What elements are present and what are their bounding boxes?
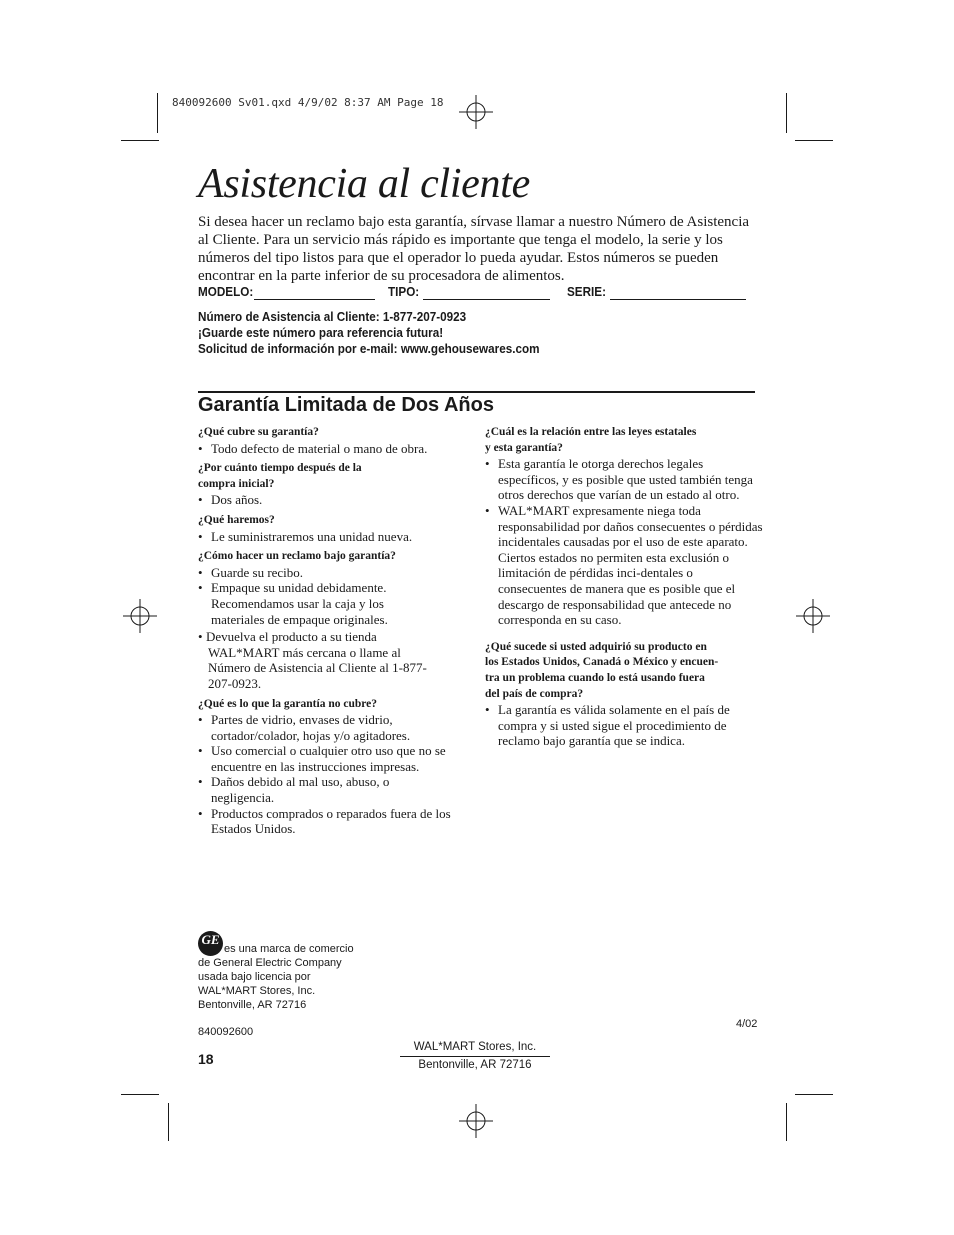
contact-info: [198, 309, 540, 357]
question: ¿Qué sucede si usted adquirió su producto en los Estados Unidos, Canadá o México y encuen- tra un problema cuando lo está usando fuera del país de compra?: [485, 640, 719, 700]
ge-logo-icon: GE: [198, 931, 223, 956]
crop-mark: [168, 1103, 169, 1141]
bullet-item: • Esta garantía le otorga derechos legales específicos, y es posible que usted también tenga otros derechos que varían de un estado al otro.: [485, 456, 757, 503]
bullet-item: • Daños debido al mal uso, abuso, o negligencia.: [198, 774, 426, 805]
registration-mark-icon: [123, 599, 157, 633]
question: ¿Qué es lo que la garantía no cubre?: [198, 697, 378, 710]
crop-mark: [786, 1103, 787, 1141]
crop-mark: [157, 93, 158, 133]
registration-mark-icon: [459, 1104, 493, 1138]
model-blank-line: [254, 299, 375, 300]
bullet-item: • Dos años.: [198, 492, 468, 508]
warranty-right-column: [485, 425, 763, 749]
type-blank-line: [423, 299, 550, 300]
warranty-left-column: [198, 425, 468, 837]
bullet-item: • La garantía es válida solamente en el país de compra y si usted sigue el procedimiento de reclamo bajo garantía que se indica.: [485, 702, 757, 749]
question: ¿Cómo hacer un reclamo bajo garantía?: [198, 550, 396, 563]
bullet-item: • Productos comprados o reparados fuera de los Estados Unidos.: [198, 806, 461, 837]
crop-mark: [795, 1094, 833, 1095]
bullet-item: • Guarde su recibo.: [198, 565, 468, 581]
phone-number: Número de Asistencia al Cliente: 1-877-207-0923: [198, 309, 467, 324]
save-number-note: ¡Guarde este número para referencia futura!: [198, 325, 444, 340]
bullet-item: • WAL*MART expresamente niega toda responsabilidad por daños consecuentes o pérdidas incidentales causadas por el uso de este aparato. Ciertos estados no permiten esta exclusión o limitación de pérdidas inci-dentales o consecuentes de manera que es posible que el descargo de responsabilidad que antecede no corresponda en su caso.: [485, 503, 763, 628]
bullet-item: • Empaque su unidad debidamente. Recomendamos usar la caja y los materiales de empaque originales.: [198, 580, 421, 627]
email-contact: Solicitud de información por e-mail: www.gehousewares.com: [198, 341, 540, 356]
registration-mark-icon: [796, 599, 830, 633]
crop-mark: [121, 140, 159, 141]
page-number: 18: [198, 1051, 214, 1067]
question: ¿Cuál es la relación entre las leyes estatales y esta garantía?: [485, 426, 697, 454]
crop-mark: [795, 140, 833, 141]
crop-mark: [121, 1094, 159, 1095]
registration-mark-icon: [459, 95, 493, 129]
serial-blank-line: [610, 299, 746, 300]
question: ¿Por cuánto tiempo después de la compra inicial?: [198, 462, 362, 490]
serial-label: SERIE:: [567, 284, 607, 299]
footer-address: WAL*MART Stores, Inc. Bentonville, AR 72716: [400, 1040, 550, 1073]
bullet-item: • Todo defecto de material o mano de obra.: [198, 441, 468, 457]
question: ¿Qué cubre su garantía?: [198, 426, 319, 438]
bullet-item: • Partes de vidrio, envases de vidrio, cortador/colador, hojas y/o agitadores.: [198, 712, 441, 743]
part-number: 840092600: [198, 1026, 254, 1038]
bullet-item: • Devuelva el producto a su tienda WAL*MART más cercana o llame al Número de Asistencia al Cliente al 1-877-207-0923.: [198, 629, 433, 691]
bullet-item: • Uso comercial o cualquier otro uso que no se encuentre en las instrucciones impresas.: [198, 743, 471, 774]
type-label: TIPO:: [388, 284, 420, 299]
section-divider: [198, 391, 755, 393]
warranty-heading: Garantía Limitada de Dos Años: [198, 394, 494, 416]
page-title: Asistencia al cliente: [198, 161, 530, 207]
printer-slug: 840092600 Sv01.qxd 4/9/02 8:37 AM Page 18: [172, 96, 444, 109]
product-info-fields: [0, 284, 954, 302]
date-code: 4/02: [736, 1018, 758, 1030]
ge-trademark-notice: GE es una marca de comercio de General Electric Company usada bajo licencia por WAL*MART Stores, Inc. Bentonville, AR 72716: [198, 932, 354, 1011]
intro-paragraph: Si desea hacer un reclamo bajo esta garantía, sírvase llamar a nuestro Número de Asistencia al Cliente. Para un servicio más rápido es importante que tenga el modelo, la serie y los números del tipo listos para que el operador lo pueda ayudar. Estos números se pueden encontrar en la parte inferior de su procesadora de alimentos.: [198, 214, 750, 284]
crop-mark: [786, 93, 787, 133]
question: ¿Qué haremos?: [198, 513, 275, 526]
model-label: MODELO:: [198, 284, 254, 299]
bullet-item: • Le suministraremos una unidad nueva.: [198, 529, 468, 545]
